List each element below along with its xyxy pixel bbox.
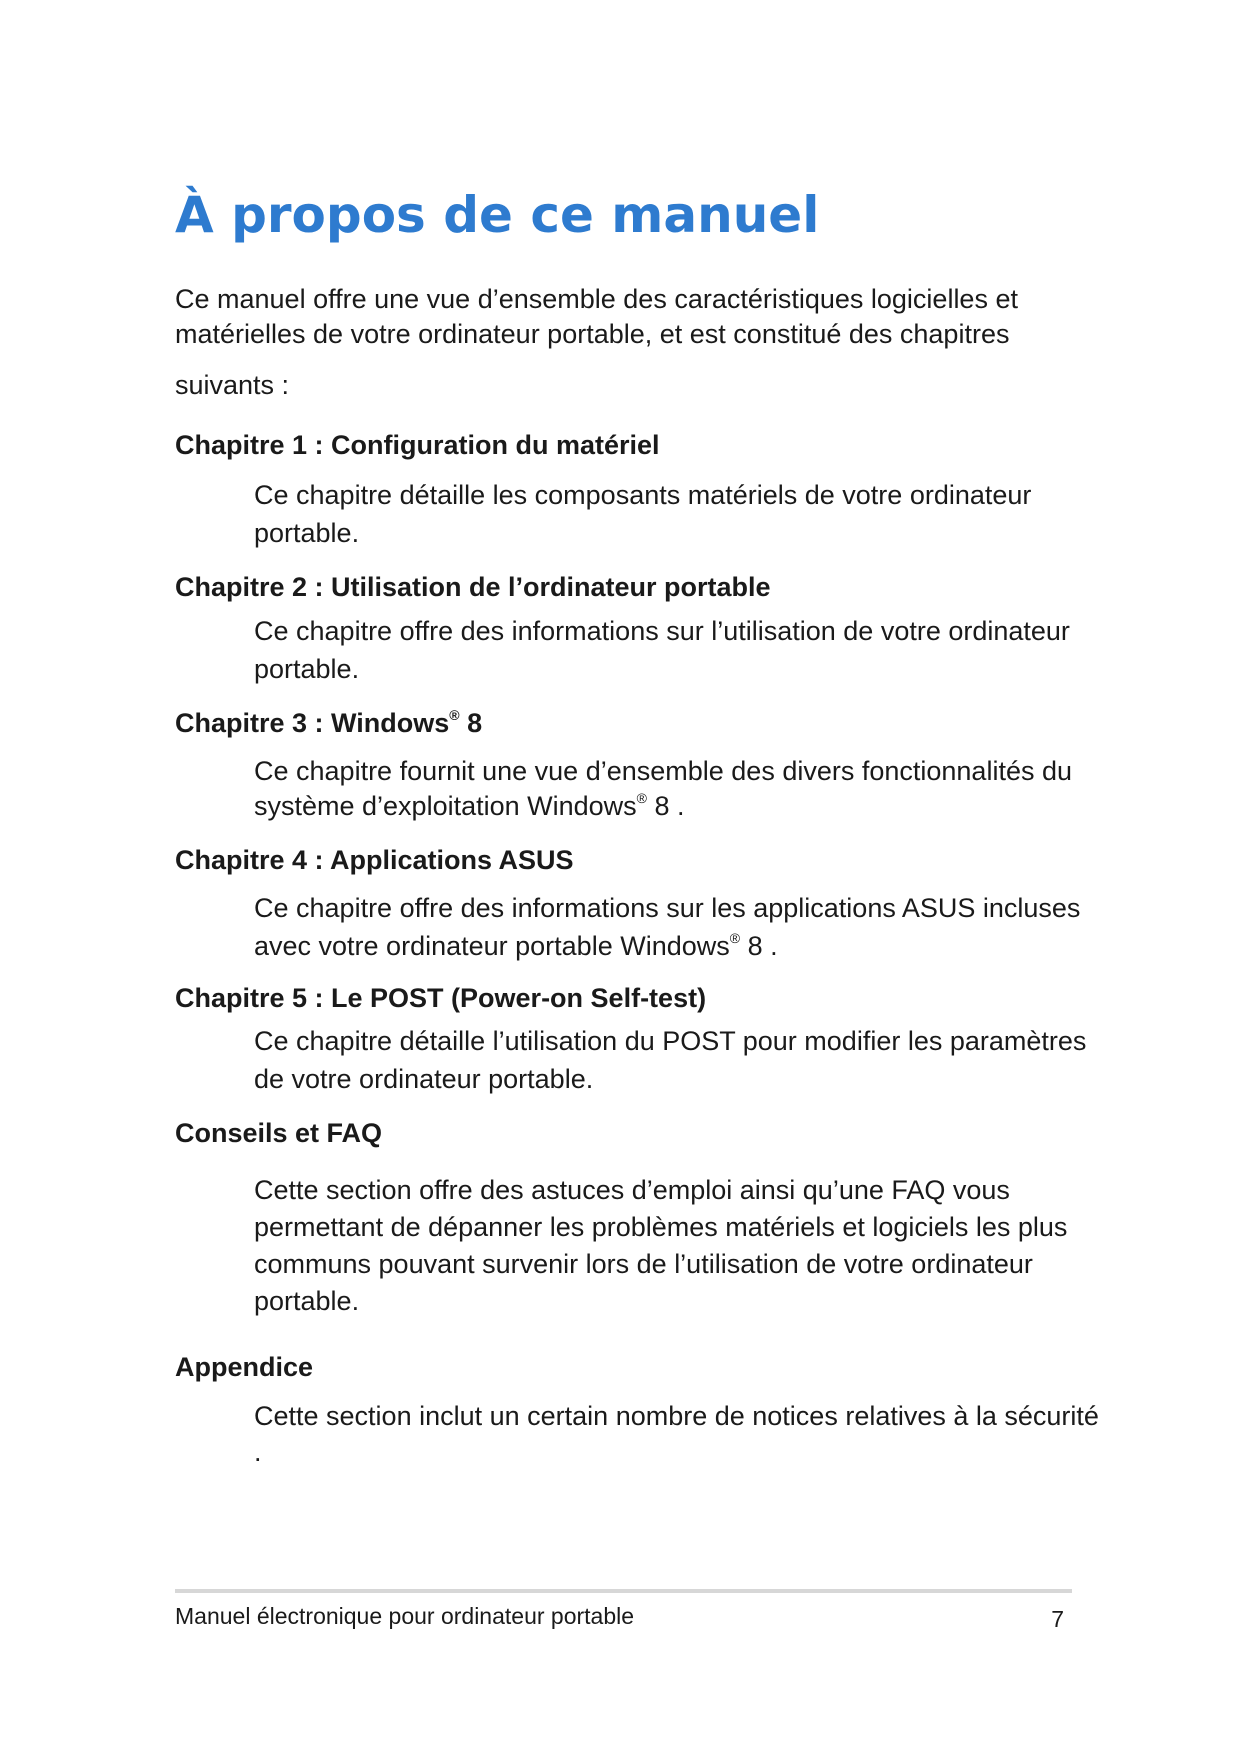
chapter-2-description: Ce chapitre offre des informations sur l’utilisation de votre ordinateur portable.: [254, 616, 1070, 684]
intro-text: Ce manuel offre une vue d’ensemble des caractéristiques logicielles et matérielles de votre ordinateur portable, et est constitué des chapitres: [175, 284, 1018, 349]
chapter-2: [175, 570, 1095, 688]
appendix-heading: Appendice: [175, 1352, 314, 1382]
appendix-section: [175, 1350, 1099, 1470]
chapter-4: [175, 843, 1095, 965]
chapter-4-description-suffix: 8 .: [740, 931, 778, 961]
tips-faq-heading: Conseils et FAQ: [175, 1118, 383, 1148]
chapter-list: [175, 428, 1099, 1470]
chapter-3-description-text: Ce chapitre fournit une vue d’ensemble des divers fonctionnalités du système d’exploitation Windows: [254, 756, 1072, 821]
chapter-1-description: Ce chapitre détaille les composants matériels de votre ordinateur portable.: [254, 480, 1032, 548]
chapter-5: [175, 981, 1095, 1098]
chapter-5-description: Ce chapitre détaille l’utilisation du POST pour modifier les paramètres de votre ordinateur portable.: [254, 1026, 1087, 1094]
chapter-3-description: [254, 754, 1104, 824]
footer-divider: [175, 1589, 1072, 1593]
chapter-3-heading: [175, 706, 1095, 740]
page-title: À propos de ce manuel: [175, 186, 820, 244]
tips-faq-description: Cette section offre des astuces d’emploi ainsi qu’une FAQ vous permettant de dépanner les problèmes matériels et logiciels les plus communs pouvant survenir lors de l’utilisation de votre ordinateur portable.: [254, 1175, 1068, 1316]
appendix-description: Cette section inclut un certain nombre de notices relatives à la sécurité .: [254, 1401, 1099, 1467]
chapter-1-heading: Chapitre 1 : Configuration du matériel: [175, 430, 660, 460]
chapter-3: [175, 706, 1095, 824]
registered-mark: ®: [636, 790, 647, 806]
chapter-5-heading: Chapitre 5 : Le POST (Power-on Self-test): [175, 983, 707, 1013]
chapter-1: [175, 428, 1095, 552]
intro-tail: suivants :: [175, 370, 290, 400]
chapter-2-heading: Chapitre 2 : Utilisation de l’ordinateur portable: [175, 572, 771, 602]
page-number: 7: [1051, 1606, 1064, 1632]
registered-mark: ®: [449, 707, 460, 723]
registered-mark: ®: [729, 930, 741, 946]
chapter-4-heading: Chapitre 4 : Applications ASUS: [175, 845, 574, 875]
chapter-4-description: [254, 889, 1104, 965]
chapter-3-description-suffix: 8 .: [647, 791, 685, 821]
chapter-3-heading-suffix: 8: [459, 708, 483, 738]
intro-paragraph: [175, 282, 1075, 403]
chapter-3-heading-text: Chapitre 3 : Windows: [175, 708, 450, 738]
chapter-4-description-text: Ce chapitre offre des informations sur les applications ASUS incluses avec votre ordinateur portable Windows: [254, 893, 1081, 961]
footer-title: Manuel électronique pour ordinateur portable: [175, 1603, 635, 1629]
tips-faq-section: [175, 1116, 1095, 1320]
